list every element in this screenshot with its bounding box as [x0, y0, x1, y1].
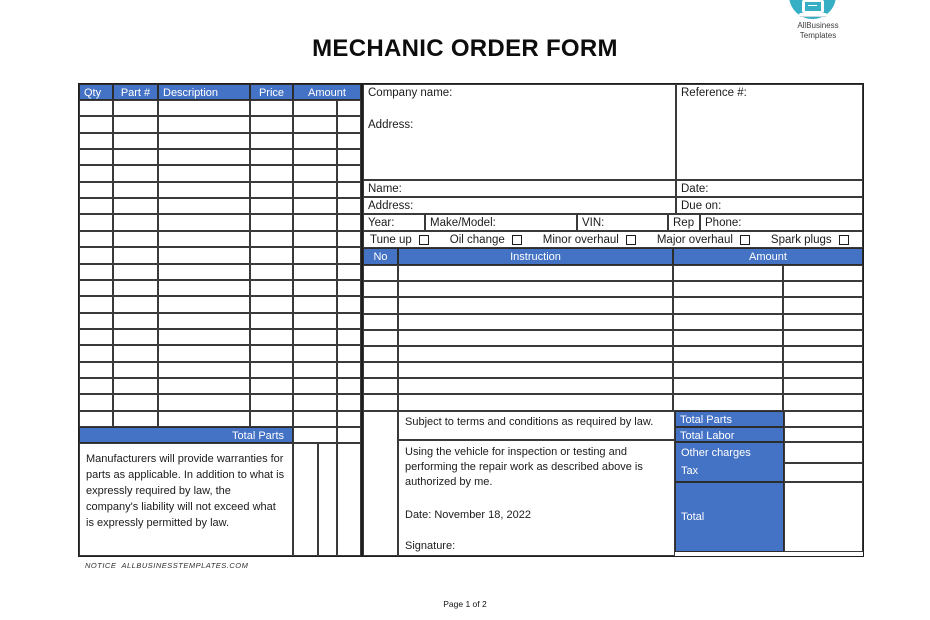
blank-cell	[250, 100, 293, 116]
checkbox-icon	[626, 235, 636, 245]
total-label: Total	[675, 482, 784, 552]
blank-cell	[113, 313, 158, 329]
blank-cell	[79, 231, 113, 247]
blank-cell	[337, 182, 361, 198]
phone-cell: Phone:	[700, 214, 863, 231]
blank-cell	[293, 247, 337, 264]
instruction-header-amount: Amount	[673, 248, 863, 265]
total-labor-value	[784, 427, 863, 442]
blank-cell	[293, 362, 337, 378]
blank-cell	[398, 265, 673, 281]
blank-cell	[293, 427, 337, 443]
blank-cell	[250, 362, 293, 378]
blank-cell	[398, 362, 673, 378]
blank-cell	[363, 281, 398, 297]
blank-cell	[293, 116, 337, 133]
blank-cell	[79, 345, 113, 362]
blank-cell	[673, 297, 783, 314]
blank-cell	[79, 394, 113, 411]
blank-cell	[293, 280, 337, 296]
blank-cell	[250, 329, 293, 345]
blank-cell	[337, 264, 361, 280]
blank-cell	[783, 281, 863, 297]
service-option: Oil change	[450, 234, 522, 246]
blank-cell	[79, 296, 113, 313]
subject-terms-text: Subject to terms and conditions as required by law.	[398, 411, 675, 440]
other-charges-label: Other charges	[681, 447, 751, 459]
blank-cell	[673, 378, 783, 394]
company-address-label: Address:	[368, 119, 414, 131]
blank-cell	[250, 231, 293, 247]
blank-cell	[337, 100, 361, 116]
blank-cell	[337, 231, 361, 247]
blank-cell	[250, 214, 293, 231]
blank-cell	[673, 394, 783, 411]
blank-cell	[113, 247, 158, 264]
blank-cell	[250, 165, 293, 182]
blank-cell	[398, 281, 673, 297]
blank-cell	[783, 346, 863, 362]
blank-cell	[673, 362, 783, 378]
page-title: MECHANIC ORDER FORM	[312, 35, 618, 62]
blank-cell	[158, 296, 250, 313]
blank-cell	[158, 313, 250, 329]
blank-cell	[783, 314, 863, 330]
blank-cell	[113, 149, 158, 165]
instruction-header-no: No	[363, 248, 398, 265]
checkbox-icon	[740, 235, 750, 245]
blank-cell	[337, 443, 361, 556]
checkbox-icon	[419, 235, 429, 245]
blank-cell	[113, 198, 158, 214]
blank-cell	[79, 116, 113, 133]
other-charges-tax-block	[675, 442, 784, 482]
blank-cell	[250, 280, 293, 296]
blank-cell	[783, 362, 863, 378]
blank-cell	[250, 313, 293, 329]
blank-cell	[158, 345, 250, 362]
blank-cell	[293, 394, 337, 411]
blank-cell	[337, 296, 361, 313]
blank-cell	[363, 378, 398, 394]
blank-cell	[250, 182, 293, 198]
other-charges-value	[784, 442, 863, 463]
blank-cell	[158, 182, 250, 198]
blank-cell	[113, 100, 158, 116]
blank-cell	[250, 133, 293, 149]
blank-cell	[79, 149, 113, 165]
blank-cell	[113, 116, 158, 133]
blank-cell	[79, 133, 113, 149]
blank-cell	[337, 133, 361, 149]
parts-header-amount: Amount	[293, 84, 361, 100]
blank-cell	[113, 411, 158, 427]
blank-cell	[158, 133, 250, 149]
blank-cell	[158, 394, 250, 411]
blank-cell	[363, 297, 398, 314]
total-parts-row-label: Total Parts	[79, 427, 293, 443]
blank-cell	[79, 264, 113, 280]
blank-cell	[293, 378, 337, 394]
blank-cell	[318, 443, 337, 556]
blank-cell	[158, 165, 250, 182]
blank-cell	[158, 411, 250, 427]
blank-cell	[293, 443, 318, 556]
blank-cell	[158, 247, 250, 264]
rep-cell: Rep	[668, 214, 700, 231]
blank-cell	[337, 247, 361, 264]
blank-cell	[398, 346, 673, 362]
reference-cell: Reference #:	[676, 84, 863, 180]
signature-label: Signature:	[405, 540, 456, 552]
total-value	[784, 482, 863, 552]
blank-cell	[363, 265, 398, 281]
blank-cell	[363, 330, 398, 346]
blank-cell	[363, 362, 398, 378]
service-option: Major overhaul	[657, 234, 750, 246]
blank-cell	[337, 378, 361, 394]
address-cell: Address:	[363, 197, 676, 214]
blank-cell	[158, 214, 250, 231]
vin-cell: VIN:	[577, 214, 668, 231]
blank-cell	[293, 313, 337, 329]
blank-cell	[337, 362, 361, 378]
page-indicator: Page 1 of 2	[443, 599, 487, 609]
blank-cell	[113, 345, 158, 362]
blank-cell	[250, 116, 293, 133]
blank-cell	[250, 345, 293, 362]
blank-cell	[113, 182, 158, 198]
blank-cell	[79, 182, 113, 198]
blank-cell	[673, 281, 783, 297]
total-labor-label: Total Labor	[675, 427, 784, 442]
blank-cell	[293, 296, 337, 313]
blank-cell	[398, 314, 673, 330]
blank-cell	[398, 297, 673, 314]
tax-label: Tax	[681, 465, 699, 477]
blank-cell	[673, 346, 783, 362]
authorization-text: Using the vehicle for inspection or testing and performing the repair work as described above is authorized by me.	[405, 446, 643, 488]
parts-header-description: Description	[158, 84, 250, 100]
blank-cell	[783, 378, 863, 394]
blank-cell	[158, 362, 250, 378]
blank-cell	[158, 100, 250, 116]
blank-cell	[293, 411, 337, 427]
total-parts-value	[784, 411, 863, 427]
checkbox-icon	[512, 235, 522, 245]
name-cell: Name:	[363, 180, 676, 197]
blank-cell	[293, 329, 337, 345]
blank-cell	[79, 411, 113, 427]
blank-cell	[337, 411, 361, 427]
blank-cell	[250, 247, 293, 264]
blank-cell	[79, 165, 113, 182]
blank-cell	[158, 116, 250, 133]
blank-cell	[113, 296, 158, 313]
blank-cell	[250, 149, 293, 165]
blank-cell	[113, 329, 158, 345]
blank-cell	[337, 427, 361, 443]
service-option: Minor overhaul	[543, 234, 636, 246]
blank-cell	[363, 314, 398, 330]
company-label: Company name:	[368, 87, 453, 99]
blank-cell	[337, 394, 361, 411]
blank-cell	[158, 231, 250, 247]
blank-cell	[783, 330, 863, 346]
blank-cell	[158, 378, 250, 394]
year-cell: Year:	[363, 214, 425, 231]
blank-cell	[783, 394, 863, 411]
blank-cell	[398, 394, 673, 411]
blank-cell	[158, 264, 250, 280]
blank-cell	[293, 264, 337, 280]
service-option: Spark plugs	[771, 234, 849, 246]
blank-cell	[113, 362, 158, 378]
blank-cell	[113, 264, 158, 280]
blank-cell	[79, 378, 113, 394]
blank-cell	[113, 280, 158, 296]
blank-cell	[337, 214, 361, 231]
blank-cell	[250, 411, 293, 427]
blank-cell	[337, 280, 361, 296]
blank-cell	[293, 165, 337, 182]
instruction-header-instruction: Instruction	[398, 248, 673, 265]
checkbox-icon	[839, 235, 849, 245]
blank-cell	[337, 345, 361, 362]
notice-text: NOTICE ALLBUSINESSTEMPLATES.COM	[85, 561, 249, 570]
blank-cell	[783, 265, 863, 281]
blank-cell	[363, 346, 398, 362]
authorization-cell	[398, 440, 675, 556]
blank-cell	[113, 394, 158, 411]
blank-cell	[673, 330, 783, 346]
blank-cell	[673, 314, 783, 330]
blank-cell	[398, 330, 673, 346]
blank-cell	[250, 198, 293, 214]
blank-cell	[113, 231, 158, 247]
blank-cell	[158, 280, 250, 296]
blank-cell	[79, 313, 113, 329]
date-cell: Date:	[676, 180, 863, 197]
blank-cell	[337, 198, 361, 214]
blank-cell	[398, 378, 673, 394]
blank-cell	[113, 133, 158, 149]
tax-value	[784, 463, 863, 482]
blank-cell	[113, 378, 158, 394]
blank-cell	[293, 198, 337, 214]
blank-cell	[293, 133, 337, 149]
blank-cell	[79, 329, 113, 345]
blank-cell	[293, 100, 337, 116]
blank-cell	[250, 264, 293, 280]
blank-cell	[250, 296, 293, 313]
blank-cell	[673, 265, 783, 281]
blank-cell	[337, 329, 361, 345]
blank-cell	[293, 345, 337, 362]
blank-cell	[363, 411, 398, 556]
blank-cell	[158, 329, 250, 345]
make-model-cell: Make/Model:	[425, 214, 577, 231]
blank-cell	[293, 231, 337, 247]
date-line: Date: November 18, 2022	[405, 509, 531, 521]
blank-cell	[79, 214, 113, 231]
blank-cell	[250, 394, 293, 411]
blank-cell	[337, 313, 361, 329]
parts-header-price: Price	[250, 84, 293, 100]
service-options-row	[363, 231, 863, 248]
blank-cell	[79, 198, 113, 214]
parts-header-part: Part #	[113, 84, 158, 100]
blank-cell	[158, 149, 250, 165]
blank-cell	[337, 116, 361, 133]
blank-cell	[79, 280, 113, 296]
due-on-cell: Due on:	[676, 197, 863, 214]
blank-cell	[293, 149, 337, 165]
blank-cell	[79, 362, 113, 378]
blank-cell	[293, 182, 337, 198]
total-parts-label: Total Parts	[675, 411, 784, 427]
service-option: Tune up	[370, 234, 429, 246]
blank-cell	[337, 149, 361, 165]
blank-cell	[250, 378, 293, 394]
blank-cell	[113, 214, 158, 231]
blank-cell	[363, 394, 398, 411]
warranty-text: Manufacturers will provide warranties for parts as applicable. In addition to what is expressly required by law, the company's liability will not exceed what is expressly permitted by law.	[79, 443, 293, 556]
blank-cell	[158, 198, 250, 214]
blank-cell	[783, 297, 863, 314]
blank-cell	[337, 165, 361, 182]
company-cell	[363, 84, 676, 180]
brand-line1: AllBusiness	[797, 21, 839, 30]
parts-header-qty: Qty	[79, 84, 113, 100]
brand-line2: Templates	[799, 30, 837, 40]
blank-cell	[79, 100, 113, 116]
blank-cell	[79, 247, 113, 264]
blank-cell	[113, 165, 158, 182]
blank-cell	[293, 214, 337, 231]
